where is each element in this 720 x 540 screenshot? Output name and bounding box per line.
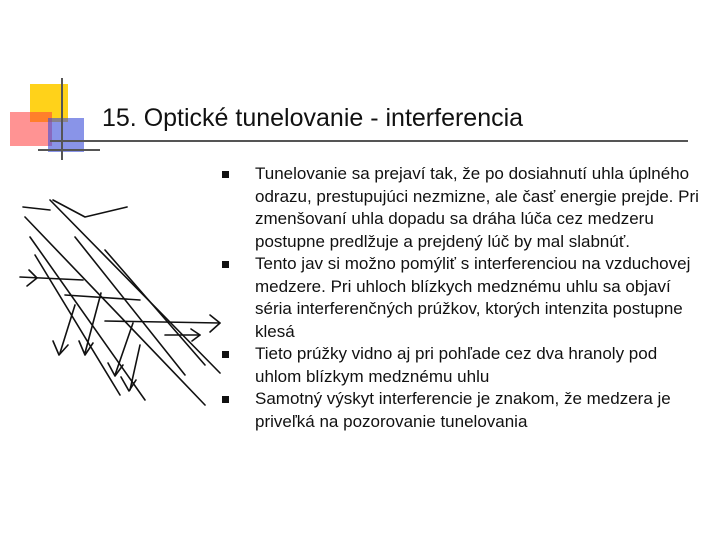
bullet-square-icon: [222, 351, 229, 358]
ray-diagonal-1: [30, 237, 145, 400]
gap-boundary-right: [50, 200, 220, 373]
bullet-text: Tieto prúžky vidno aj pri pohľade cez dva hranoly pod uhlom blízkym medznému uhlu: [255, 344, 658, 386]
bullet-item: [255, 253, 705, 343]
bullet-square-icon: [222, 396, 229, 403]
ray-transmitted-3: [105, 321, 220, 323]
bullet-square-icon: [222, 171, 229, 178]
bullet-text: Tunelovanie sa prejaví tak, že po dosiahnutí uhla úplného odrazu, prestupujúci nezmizne, ale časť energie prejde. Pri zmenšovaní uhla dopadu sa dráha lúča cez medzeru postupne predlžuje a prejdený lúč by mal slabnúť.: [255, 164, 699, 251]
ray-diagonal-3: [75, 237, 185, 375]
logo-red-square: [10, 112, 52, 146]
ray-reflected-4: [130, 345, 140, 390]
ray-transmitted-2: [65, 295, 140, 300]
bullet-text: Samotný výskyt interferencie je znakom, že medzera je priveľká na pozorovanie tunelovania: [255, 389, 671, 431]
bullet-text: Tento jav si možno pomýliť s interferenciou na vzduchovej medzere. Pri uhloch blízkych medznému uhlu sa objaví séria interferenčných prúžkov, ktorých intenzita postupne klesá: [255, 254, 691, 341]
slide-logo: [0, 0, 100, 170]
ray-arrow-r1: [53, 341, 68, 355]
bullet-item: [255, 388, 705, 433]
bullet-item: [255, 343, 705, 388]
ray-diagonal-2: [35, 255, 120, 395]
bullet-list: [255, 163, 705, 433]
interference-diagram: [15, 195, 235, 430]
slide-title: 15. Optické tunelovanie - interferencia: [102, 104, 524, 132]
ray-arrow-r4: [121, 377, 136, 391]
title-divider: [50, 140, 688, 142]
logo-blue-square: [48, 118, 84, 152]
bullet-item: [255, 163, 705, 253]
ray-diagonal-4: [105, 250, 205, 365]
bullet-square-icon: [222, 261, 229, 268]
ray-transmitted-1: [20, 277, 83, 280]
ray-reflected-3: [115, 323, 133, 375]
prism-edge-left: [23, 207, 50, 210]
